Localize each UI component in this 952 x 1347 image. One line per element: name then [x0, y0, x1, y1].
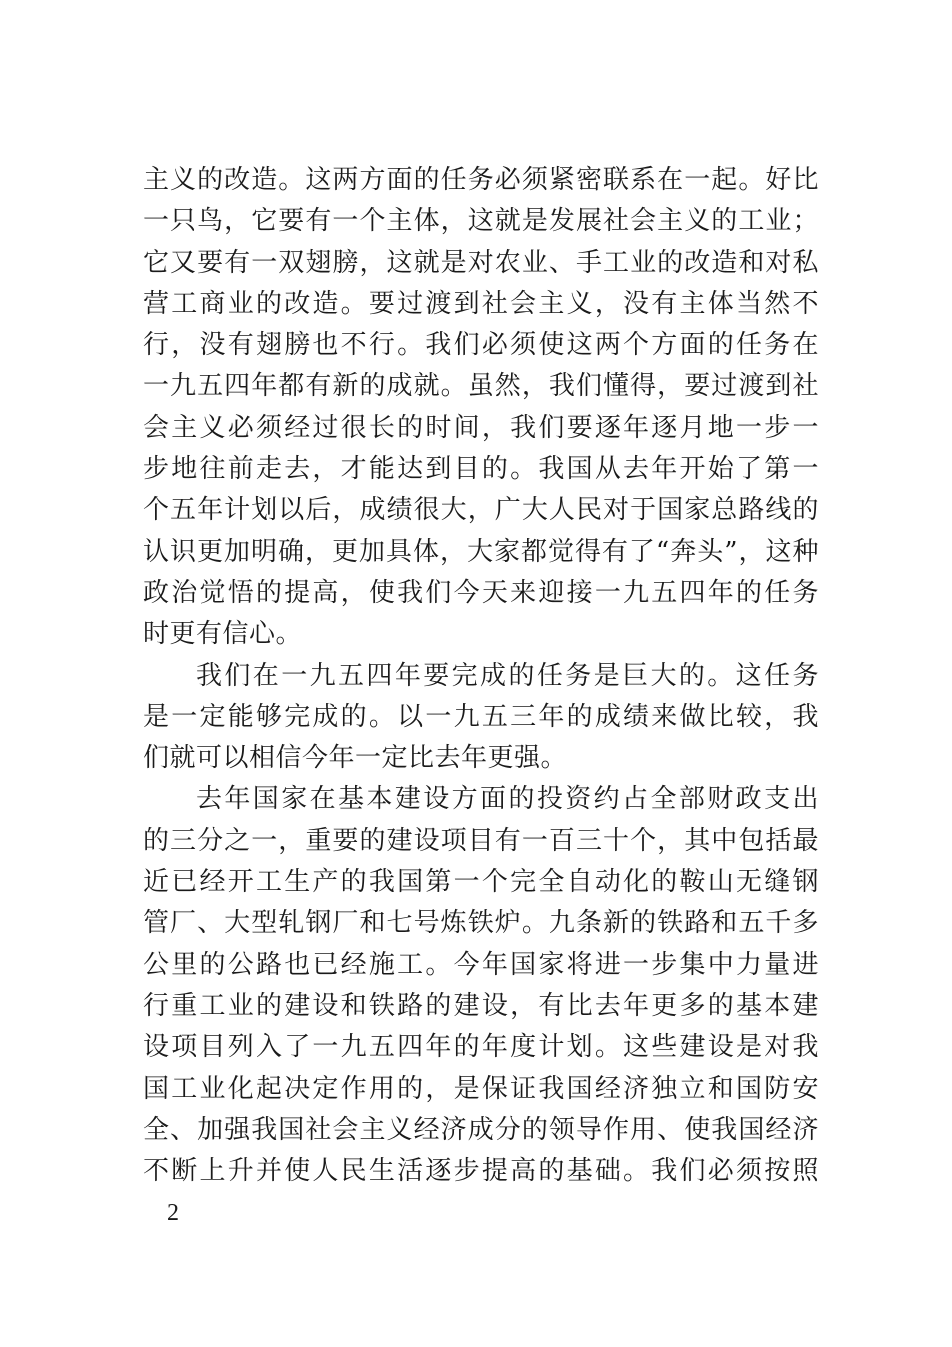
- text-line-11: 政治觉悟的提高，使我们今天来迎接一九五四年的任务: [143, 577, 819, 608]
- text-line-3: 它又要有一双翅膀，这就是对农业、手工业的改造和对私: [143, 247, 819, 278]
- text-line-6: 一九五四年都有新的成就。虽然，我们懂得，要过渡到社: [143, 371, 819, 402]
- body-text: [143, 160, 819, 1192]
- text-line-17: 的三分之一，重要的建设项目有一百三十个，其中包括最: [143, 825, 819, 856]
- text-line-5: 行，没有翅膀也不行。我们必须使这两个方面的任务在: [143, 330, 819, 361]
- text-line-12: 时更有信心。: [143, 619, 303, 650]
- text-line-24: 全、加强我国社会主义经济成分的领导作用、使我国经济: [143, 1114, 819, 1145]
- text-line-4: 营工商业的改造。要过渡到社会主义，没有主体当然不: [143, 288, 819, 319]
- text-line-25: 不断上升并使人民生活逐步提高的基础。我们必须按照: [143, 1156, 819, 1187]
- text-line-13: 我们在一九五四年要完成的任务是巨大的。这任务: [196, 660, 819, 691]
- text-line-7: 会主义必须经过很长的时间，我们要逐年逐月地一步一: [143, 412, 819, 443]
- text-line-2: 一只鸟，它要有一个主体，这就是发展社会主义的工业；: [143, 206, 819, 237]
- text-line-20: 公里的公路也已经施工。今年国家将进一步集中力量进: [143, 949, 819, 980]
- text-line-15: 们就可以相信今年一定比去年更强。: [143, 743, 568, 774]
- text-line-14: 是一定能够完成的。以一九五三年的成绩来做比较，我: [143, 701, 819, 732]
- text-line-18: 近已经开工生产的我国第一个完全自动化的鞍山无缝钢: [143, 867, 819, 898]
- text-line-19: 管厂、大型轧钢厂和七号炼铁炉。九条新的铁路和五千多: [143, 908, 819, 939]
- text-line-9: 个五年计划以后，成绩很大，广大人民对于国家总路线的: [143, 495, 819, 526]
- page-number: 2: [167, 1200, 179, 1226]
- text-line-16: 去年国家在基本建设方面的投资约占全部财政支出: [196, 784, 819, 815]
- text-line-23: 国工业化起决定作用的，是保证我国经济独立和国防安: [143, 1073, 819, 1104]
- text-line-1: 主义的改造。这两方面的任务必须紧密联系在一起。好比: [143, 165, 819, 195]
- text-line-22: 设项目列入了一九五四年的年度计划。这些建设是对我: [143, 1032, 819, 1063]
- text-line-10: 认识更加明确，更加具体，大家都觉得有了“奔头”，这种: [143, 536, 819, 567]
- text-line-8: 步地往前走去，才能达到目的。我国从去年开始了第一: [143, 454, 819, 485]
- text-line-21: 行重工业的建设和铁路的建设，有比去年更多的基本建: [143, 990, 819, 1021]
